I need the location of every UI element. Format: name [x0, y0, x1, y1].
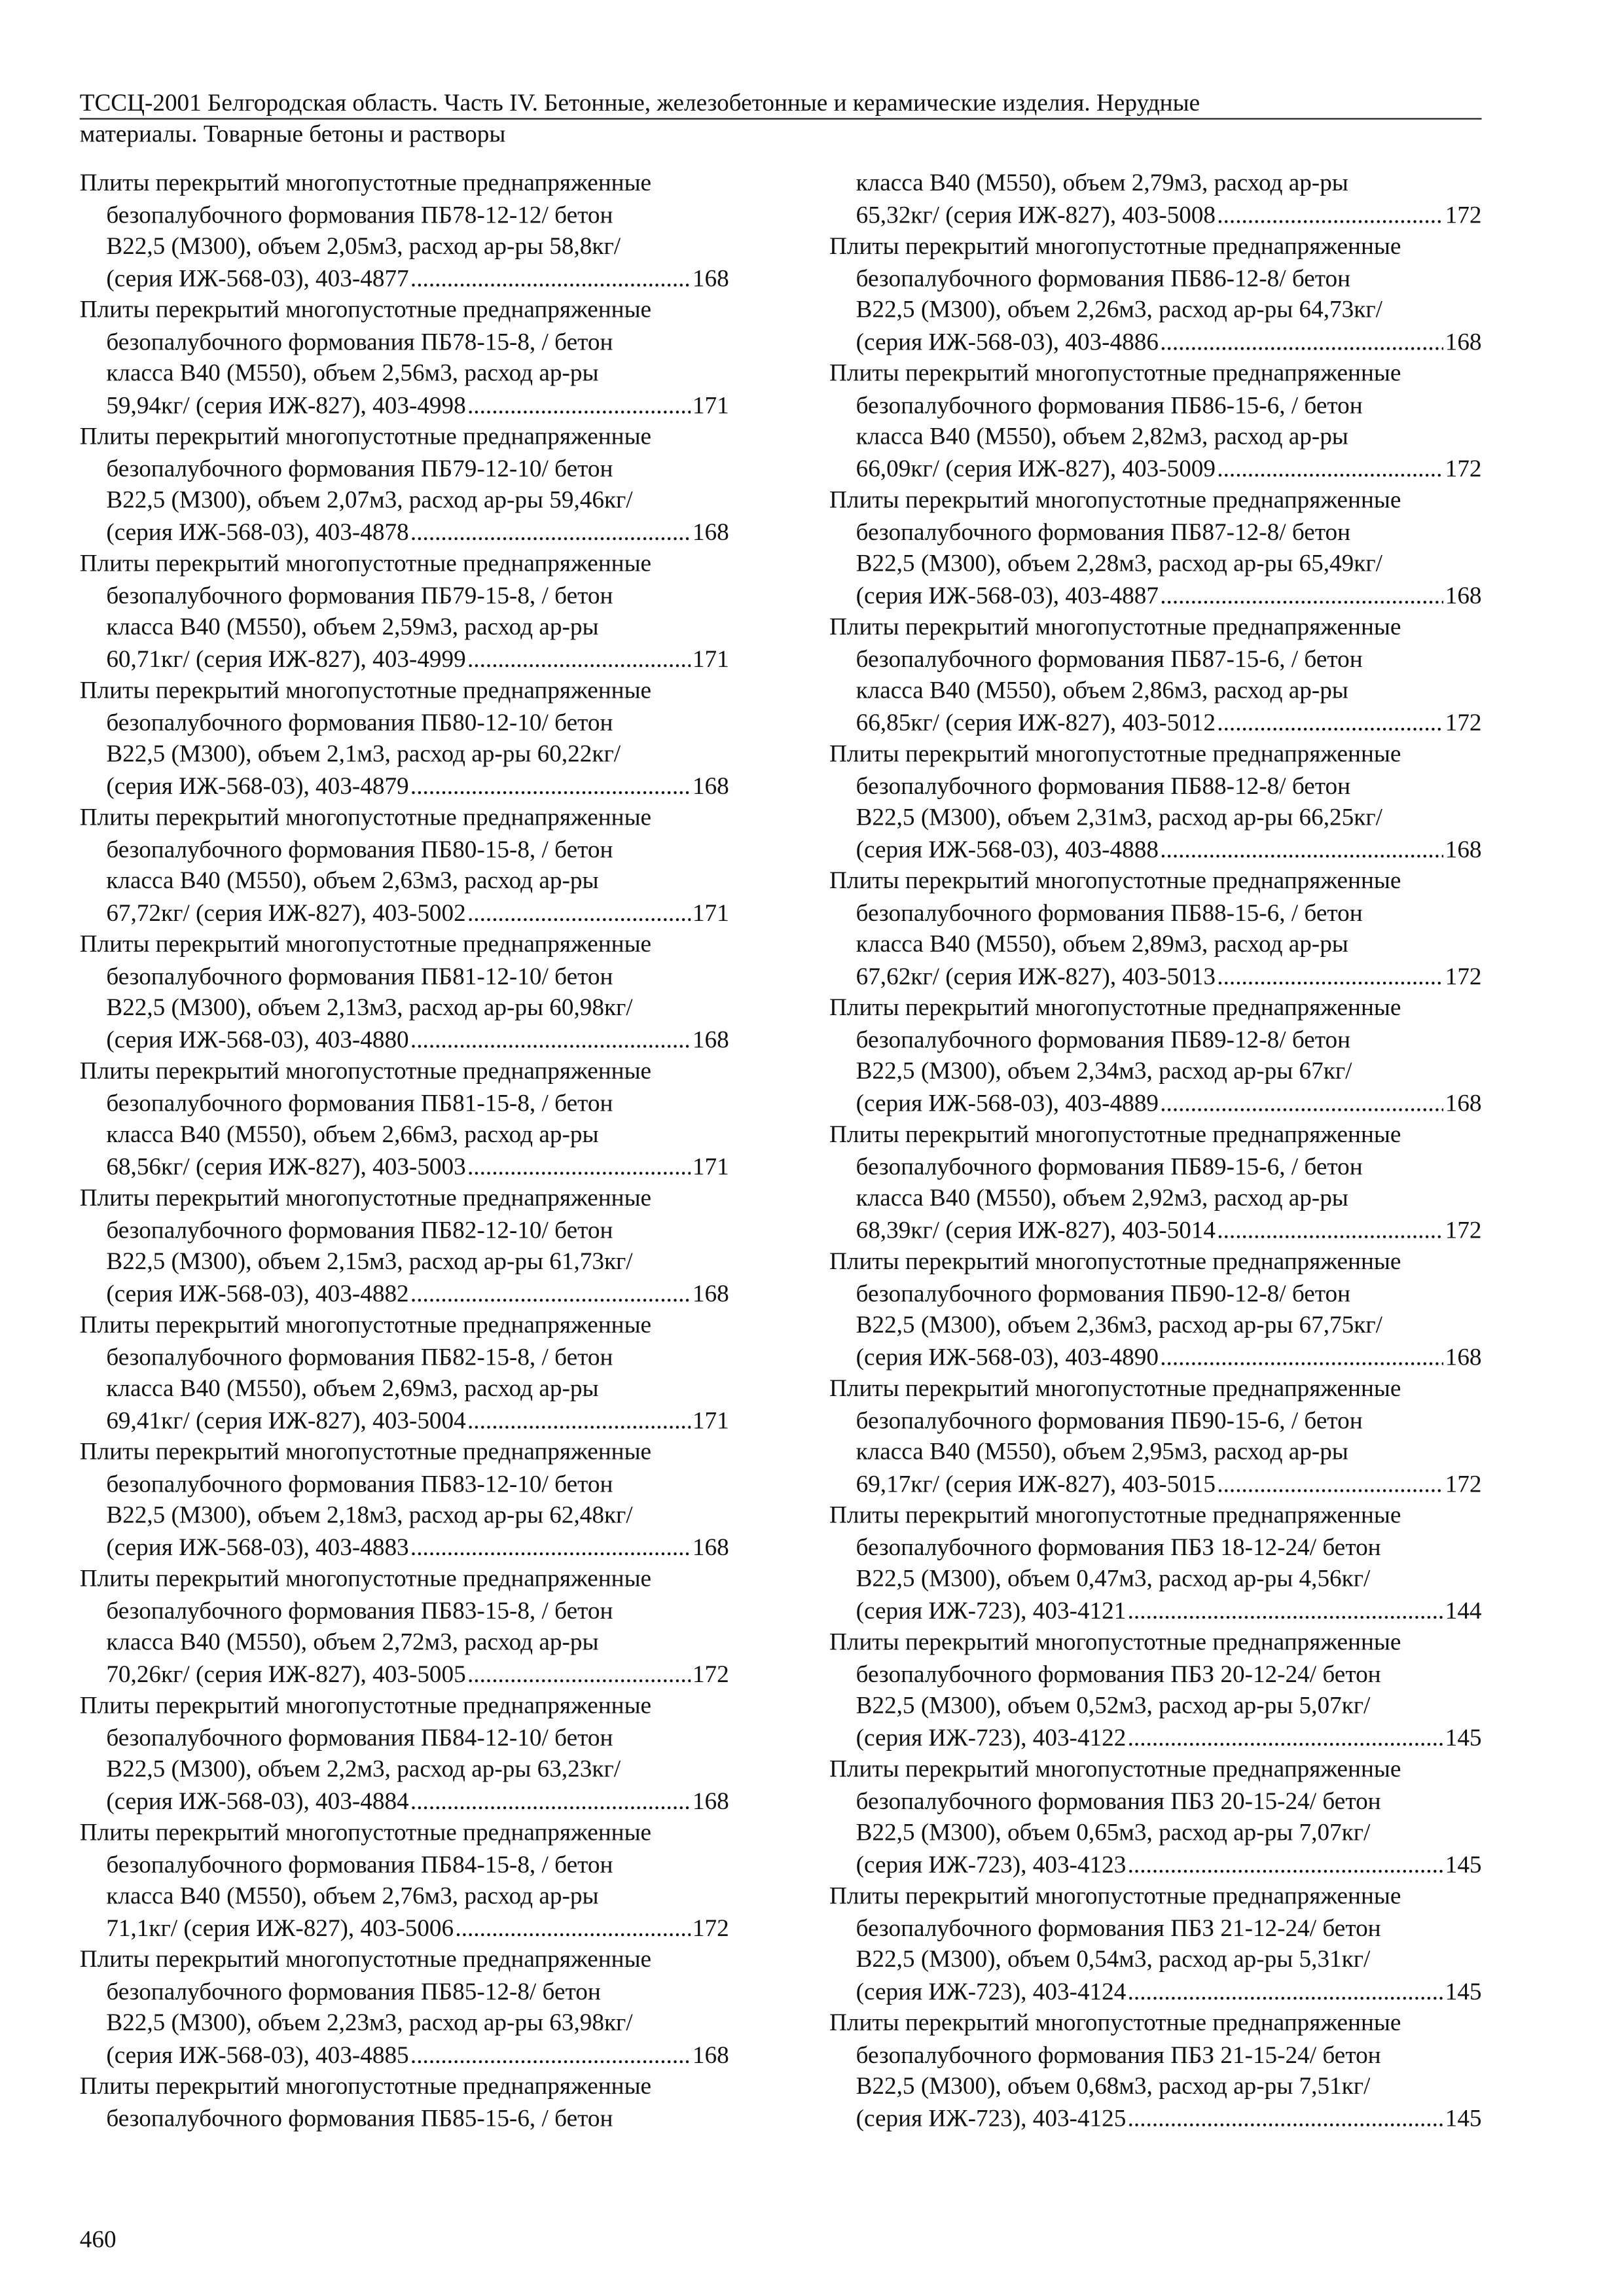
entry-text-line: Плиты перекрытий многопустотные преднапряженные [79, 1437, 652, 1465]
entry-text-line: класса В40 (М550), объем 2,66м3, расход ар-ры [106, 1120, 599, 1149]
entry-text-line: Плиты перекрытий многопустотные преднапряженные [79, 2072, 652, 2100]
entry-text-line: Плиты перекрытий многопустотные преднапряженные [829, 1627, 1401, 1656]
entry-text-line: безопалубочного формования ПБ84-12-10/ бетон [106, 1723, 613, 1751]
entry-page-number: 168 [692, 1532, 729, 1561]
entry-last-line [829, 452, 1481, 484]
entry-text-line: безопалубочного формования ПБ81-15-8, / бетон [106, 1088, 613, 1117]
index-entry [829, 1372, 1481, 1499]
entry-text-line: безопалубочного формования ПБ86-12-8/ бетон [856, 263, 1351, 292]
index-entry [829, 611, 1481, 738]
dot-leader [1160, 1086, 1443, 1118]
dot-leader [467, 1658, 691, 1689]
entry-text-line: безопалубочного формования ПБ82-12-10/ бетон [106, 1215, 613, 1244]
dot-leader [410, 1277, 691, 1308]
entry-text-line: В22,5 (М300), объем 2,36м3, расход ар-ры 67,75кг/ [856, 1310, 1382, 1338]
entry-text: (серия ИЖ-568-03), 403-4887 [856, 581, 1159, 609]
entry-page-number: 145 [1445, 2103, 1482, 2132]
entry-text: (серия ИЖ-568-03), 403-4886 [856, 327, 1159, 355]
entry-text-line: Плиты перекрытий многопустотные преднапряженные [829, 1247, 1401, 1275]
dot-leader [467, 389, 691, 420]
entry-text-line: безопалубочного формования ПБ86-15-6, / бетон [856, 390, 1363, 419]
entry-text: 70,26кг/ (серия ИЖ-827), 403-5005 [106, 1659, 466, 1688]
entry-page-number: 172 [692, 1912, 729, 1941]
entry-last-line [829, 706, 1481, 738]
dot-leader [1128, 1721, 1444, 1753]
entry-page-number: 168 [692, 517, 729, 546]
entry-text-line: класса В40 (М550), объем 2,63м3, расход ар-ры [106, 866, 599, 895]
entry-text-line: В22,5 (М300), объем 2,18м3, расход ар-ры 62,48кг/ [106, 1500, 633, 1529]
index-entry [829, 484, 1481, 611]
entry-last-line [80, 897, 729, 928]
entry-page-number: 168 [692, 263, 729, 292]
entry-text-line: безопалубочного формования ПБ89-12-8/ бетон [856, 1024, 1351, 1053]
entry-text-line: безопалубочного формования ПБЗ 20-12-24/ бетон [856, 1659, 1381, 1688]
dot-leader [467, 643, 691, 674]
entry-text-line: Плиты перекрытий многопустотные преднапряженные [79, 1945, 652, 1973]
entry-page-number: 144 [1445, 1596, 1482, 1624]
index-entry [829, 738, 1481, 865]
entry-page-number: 171 [692, 1405, 729, 1434]
entry-last-line [829, 1086, 1481, 1118]
entry-text-line: безопалубочного формования ПБЗ 20-15-24/ бетон [856, 1786, 1381, 1814]
entry-text-line: В22,5 (М300), объем 2,1м3, расход ар-ры 60,22кг/ [106, 739, 621, 768]
index-entry [80, 1436, 729, 1563]
entry-text: 71,1кг/ (серия ИЖ-827), 403-5006 [106, 1912, 454, 1941]
entry-page-number: 171 [692, 390, 729, 419]
entry-page-number: 168 [1445, 1342, 1482, 1371]
dot-leader [410, 1531, 691, 1562]
dot-leader [1217, 706, 1443, 738]
entry-text: 66,09кг/ (серия ИЖ-827), 403-5009 [856, 454, 1216, 482]
dot-leader [1128, 1975, 1444, 2007]
entry-text-line: В22,5 (М300), объем 0,68м3, расход ар-ры 7,51кг/ [856, 2072, 1371, 2100]
dot-leader [1160, 1340, 1443, 1372]
entry-page-number: 168 [692, 1024, 729, 1053]
index-entry [829, 167, 1481, 230]
entry-last-line [829, 1975, 1481, 2007]
entry-text: 60,71кг/ (серия ИЖ-827), 403-4999 [106, 644, 466, 672]
entry-text-line: безопалубочного формования ПБ84-15-8, / бетон [106, 1850, 613, 1878]
entry-page-number: 168 [1445, 327, 1482, 355]
entry-page-number: 168 [692, 770, 729, 799]
entry-text: (серия ИЖ-568-03), 403-4882 [106, 1278, 409, 1307]
dot-leader [1160, 833, 1443, 865]
entry-text-line: безопалубочного формования ПБ85-15-6, / бетон [106, 2103, 613, 2132]
entry-last-line [829, 960, 1481, 992]
entry-last-line [829, 1340, 1481, 1372]
entry-text-line: В22,5 (М300), объем 0,47м3, расход ар-ры 4,56кг/ [856, 1564, 1371, 1592]
entry-text-line: безопалубочного формования ПБ90-15-6, / бетон [856, 1405, 1363, 1434]
index-entry [829, 865, 1481, 992]
entry-text-line: Плиты перекрытий многопустотные преднапряженные [829, 1754, 1401, 1783]
dot-leader [455, 1912, 691, 1943]
entry-text-line: безопалубочного формования ПБ79-15-8, / бетон [106, 581, 613, 609]
running-header [80, 88, 1482, 147]
index-entry [80, 294, 729, 421]
entry-text-line: класса В40 (М550), объем 2,89м3, расход ар-ры [856, 929, 1348, 958]
entry-page-number: 172 [1445, 708, 1482, 736]
entry-text-line: безопалубочного формования ПБ89-15-6, / бетон [856, 1151, 1363, 1180]
entry-last-line [80, 389, 729, 420]
dot-leader [410, 516, 691, 547]
entry-last-line [829, 1213, 1481, 1245]
entry-last-line [829, 833, 1481, 865]
entry-text: (серия ИЖ-723), 403-4124 [856, 1976, 1127, 2005]
entry-text: 69,17кг/ (серия ИЖ-827), 403-5015 [856, 1469, 1216, 1498]
entry-text: (серия ИЖ-568-03), 403-4878 [106, 517, 409, 546]
entry-text-line: Плиты перекрытий многопустотные преднапряженные [829, 1373, 1401, 1402]
index-entry [829, 1626, 1481, 1753]
dot-leader [1128, 2102, 1444, 2134]
entry-text-line: безопалубочного формования ПБ90-12-8/ бетон [856, 1278, 1351, 1307]
entry-last-line [80, 1785, 729, 1816]
entry-text-line: Плиты перекрытий многопустотные преднапряженные [829, 1881, 1401, 1910]
entry-text-line: безопалубочного формования ПБ88-12-8/ бетон [856, 770, 1351, 799]
index-entry [80, 928, 729, 1055]
entry-text-line: В22,5 (М300), объем 2,28м3, расход ар-ры 65,49кг/ [856, 548, 1382, 577]
entry-last-line [80, 1658, 729, 1689]
entry-last-line [80, 1277, 729, 1308]
entry-text-line: В22,5 (М300), объем 2,34м3, расход ар-ры 67кг/ [856, 1056, 1352, 1085]
entry-page-number: 171 [692, 1151, 729, 1180]
entry-text-line: Плиты перекрытий многопустотные преднапряженные [829, 1500, 1401, 1529]
dot-leader [410, 1785, 691, 1816]
entry-text: (серия ИЖ-568-03), 403-4885 [106, 2039, 409, 2068]
entry-text-line: класса В40 (М550), объем 2,86м3, расход ар-ры [856, 675, 1348, 704]
index-entry [829, 992, 1481, 1119]
entry-text-line: класса В40 (М550), объем 2,76м3, расход ар-ры [106, 1881, 599, 1910]
entry-text-line: Плиты перекрытий многопустотные преднапряженные [79, 1056, 652, 1085]
entry-last-line [829, 1594, 1481, 1626]
entry-text: (серия ИЖ-568-03), 403-4888 [856, 834, 1159, 863]
entry-text-line: безопалубочного формования ПБ81-12-10/ бетон [106, 961, 613, 990]
entry-text: (серия ИЖ-568-03), 403-4890 [856, 1342, 1159, 1371]
index-entry [80, 1689, 729, 1816]
entry-last-line [80, 1531, 729, 1562]
index-entry [829, 1880, 1481, 2007]
entry-text: (серия ИЖ-568-03), 403-4879 [106, 770, 409, 799]
entry-text-line: класса В40 (М550), объем 2,82м3, расход ар-ры [856, 422, 1348, 450]
entry-text-line: В22,5 (М300), объем 2,31м3, расход ар-ры 66,25кг/ [856, 802, 1382, 831]
entry-text-line: Плиты перекрытий многопустотные преднапряженные [829, 612, 1401, 641]
index-entry [80, 1563, 729, 1690]
entry-page-number: 168 [692, 1278, 729, 1307]
entry-text-line: Плиты перекрытий многопустотные преднапряженные [79, 1691, 652, 1719]
entry-text: 69,41кг/ (серия ИЖ-827), 403-5004 [106, 1405, 466, 1434]
entry-page-number: 172 [1445, 454, 1482, 482]
entry-page-number: 172 [1445, 200, 1482, 228]
dot-leader [1217, 1213, 1443, 1245]
entry-text-line: Плиты перекрытий многопустотные преднапряженные [79, 295, 652, 323]
index-entry [829, 1119, 1481, 1246]
dot-leader [410, 770, 691, 801]
entry-page-number: 168 [692, 2039, 729, 2068]
entry-page-number: 171 [692, 644, 729, 672]
entry-text-line: В22,5 (М300), объем 0,52м3, расход ар-ры 5,07кг/ [856, 1691, 1371, 1719]
entry-page-number: 172 [1445, 1215, 1482, 1244]
entry-page-number: 145 [1445, 1723, 1482, 1751]
entry-text: (серия ИЖ-568-03), 403-4880 [106, 1024, 409, 1053]
entry-text: (серия ИЖ-723), 403-4125 [856, 2103, 1127, 2132]
dot-leader [467, 897, 691, 928]
entry-text-line: Плиты перекрытий многопустотные преднапряженные [829, 485, 1401, 514]
entry-text-line: безопалубочного формования ПБ79-12-10/ бетон [106, 454, 613, 482]
entry-last-line [80, 1404, 729, 1435]
entry-text-line: Плиты перекрытий многопустотные преднапряженные [79, 548, 652, 577]
entry-page-number: 168 [1445, 834, 1482, 863]
entry-last-line [80, 1150, 729, 1181]
entry-text-line: В22,5 (М300), объем 2,2м3, расход ар-ры 63,23кг/ [106, 1754, 621, 1783]
entry-text: (серия ИЖ-568-03), 403-4883 [106, 1532, 409, 1561]
entry-text-line: Плиты перекрытий многопустотные преднапряженные [79, 1310, 652, 1338]
entry-text-line: безопалубочного формования ПБ78-15-8, / бетон [106, 327, 613, 355]
entry-last-line [829, 1848, 1481, 1880]
entry-text: 65,32кг/ (серия ИЖ-827), 403-5008 [856, 200, 1216, 228]
page-number: 460 [79, 2225, 117, 2253]
entry-last-line [80, 1912, 729, 1943]
dot-leader [1128, 1594, 1444, 1626]
entry-text-line: Плиты перекрытий многопустотные преднапряженные [829, 993, 1401, 1022]
entry-page-number: 172 [692, 1659, 729, 1688]
entry-text-line: класса В40 (М550), объем 2,92м3, расход ар-ры [856, 1183, 1348, 1211]
entry-text-line: безопалубочного формования ПБ83-12-10/ бетон [106, 1469, 613, 1498]
entry-text: 67,72кг/ (серия ИЖ-827), 403-5002 [106, 897, 466, 926]
entry-text-line: безопалубочного формования ПБ87-15-6, / бетон [856, 644, 1363, 672]
dot-leader [1217, 198, 1443, 230]
entry-last-line [80, 262, 729, 293]
index-column-right [829, 167, 1481, 2134]
entry-text-line: безопалубочного формования ПБ82-15-8, / бетон [106, 1342, 613, 1371]
entry-last-line [80, 1023, 729, 1054]
entry-text: 68,39кг/ (серия ИЖ-827), 403-5014 [856, 1215, 1216, 1244]
entry-text-line: Плиты перекрытий многопустотные преднапряженные [79, 802, 652, 831]
entry-text-line: В22,5 (М300), объем 0,65м3, расход ар-ры 7,07кг/ [856, 1818, 1371, 1846]
index-entry [829, 2007, 1481, 2134]
entry-last-line [80, 643, 729, 674]
entry-text-line: Плиты перекрытий многопустотные преднапряженные [79, 422, 652, 450]
dot-leader [410, 1023, 691, 1054]
entry-text-line: В22,5 (М300), объем 2,13м3, расход ар-ры 60,98кг/ [106, 993, 633, 1022]
entry-page-number: 168 [1445, 581, 1482, 609]
entry-text-line: безопалубочного формования ПБ88-15-6, / бетон [856, 897, 1363, 926]
entry-text-line: Плиты перекрытий многопустотные преднапряженные [79, 1564, 652, 1592]
index-entry [80, 1055, 729, 1182]
dot-leader [1217, 960, 1443, 992]
index-entry [80, 801, 729, 928]
entry-text-line: безопалубочного формования ПБ80-12-10/ бетон [106, 708, 613, 736]
index-entry [80, 1182, 729, 1309]
index-entry [80, 1943, 729, 2070]
dot-leader [1128, 1848, 1444, 1880]
entry-page-number: 172 [1445, 961, 1482, 990]
dot-leader [467, 1150, 691, 1181]
entry-text-line: безопалубочного формования ПБ87-12-8/ бетон [856, 517, 1351, 546]
entry-text-line: Плиты перекрытий многопустотные преднапряженные [829, 866, 1401, 895]
entry-page-number: 145 [1445, 1976, 1482, 2005]
index-entry [829, 1499, 1481, 1626]
index-entry [829, 230, 1481, 357]
entry-last-line [829, 1467, 1481, 1499]
entry-text-line: Плиты перекрытий многопустотные преднапряженные [79, 1183, 652, 1211]
entry-text-line: В22,5 (М300), объем 2,05м3, расход ар-ры 58,8кг/ [106, 231, 621, 260]
dot-leader [410, 262, 691, 293]
index-entry [829, 1753, 1481, 1880]
entry-text-line: безопалубочного формования ПБЗ 21-12-24/ бетон [856, 1912, 1381, 1941]
entry-text: (серия ИЖ-723), 403-4123 [856, 1850, 1127, 1878]
entry-text: 66,85кг/ (серия ИЖ-827), 403-5012 [856, 708, 1216, 736]
entry-text: 59,94кг/ (серия ИЖ-827), 403-4998 [106, 390, 466, 419]
entry-last-line [80, 516, 729, 547]
dot-leader [1217, 452, 1443, 484]
entry-text-line: класса В40 (М550), объем 2,56м3, расход ар-ры [106, 358, 599, 387]
entry-text-line: класса В40 (М550), объем 2,72м3, расход ар-ры [106, 1627, 599, 1656]
entry-last-line [829, 198, 1481, 230]
entry-text-line: Плиты перекрытий многопустотные преднапряженные [829, 1120, 1401, 1149]
entry-text-line: Плиты перекрытий многопустотные преднапряженные [829, 231, 1401, 260]
dot-leader [1217, 1467, 1443, 1499]
entry-text-line: безопалубочного формования ПБЗ 18-12-24/ бетон [856, 1532, 1381, 1561]
index-entry [80, 2070, 729, 2134]
entry-text-line: безопалубочного формования ПБЗ 21-15-24/ бетон [856, 2039, 1381, 2068]
entry-text-line: Плиты перекрытий многопустотные преднапряженные [79, 168, 652, 196]
entry-last-line [829, 325, 1481, 357]
entry-text: (серия ИЖ-723), 403-4121 [856, 1596, 1127, 1624]
entry-text-line: класса В40 (М550), объем 2,95м3, расход ар-ры [856, 1437, 1348, 1465]
entry-text-line: Плиты перекрытий многопустотные преднапряженные [829, 739, 1401, 768]
entry-text-line: Плиты перекрытий многопустотные преднапряженные [79, 675, 652, 704]
entry-page-number: 168 [1445, 1088, 1482, 1117]
entry-text: (серия ИЖ-568-03), 403-4884 [106, 1786, 409, 1814]
entry-page-number: 171 [692, 897, 729, 926]
entry-text-line: класса В40 (М550), объем 2,69м3, расход ар-ры [106, 1373, 599, 1402]
dot-leader [467, 1404, 691, 1435]
entry-text-line: безопалубочного формования ПБ80-15-8, / бетон [106, 834, 613, 863]
dot-leader [1160, 325, 1443, 357]
entry-text-line: Плиты перекрытий многопустотные преднапряженные [829, 358, 1401, 387]
entry-text-line: безопалубочного формования ПБ83-15-8, / бетон [106, 1596, 613, 1624]
dot-leader [1160, 579, 1443, 611]
dot-leader [410, 2039, 691, 2070]
entry-text-line: безопалубочного формования ПБ78-12-12/ бетон [106, 200, 613, 228]
entry-text: (серия ИЖ-568-03), 403-4889 [856, 1088, 1159, 1117]
index-entry [829, 1246, 1481, 1372]
index-entry [80, 674, 729, 801]
entry-text-line: В22,5 (М300), объем 2,07м3, расход ар-ры 59,46кг/ [106, 485, 633, 514]
entry-last-line [829, 2102, 1481, 2134]
entry-text-line: Плиты перекрытий многопустотные преднапряженные [829, 2008, 1401, 2037]
index-entry [80, 167, 729, 294]
entry-page-number: 145 [1445, 1850, 1482, 1878]
entry-last-line [80, 770, 729, 801]
header-title-line2: материалы. Товарные бетоны и растворы [79, 119, 506, 148]
entry-text-line: Плиты перекрытий многопустотные преднапряженные [79, 1818, 652, 1846]
entry-text: (серия ИЖ-568-03), 403-4877 [106, 263, 409, 292]
index-entry [80, 421, 729, 548]
entry-text-line: В22,5 (М300), объем 2,26м3, расход ар-ры 64,73кг/ [856, 295, 1382, 323]
entry-last-line [829, 579, 1481, 611]
index-entry [80, 1309, 729, 1436]
entry-text-line: Плиты перекрытий многопустотные преднапряженные [79, 929, 652, 958]
index-column-left [80, 167, 729, 2134]
entry-last-line [829, 1721, 1481, 1753]
entry-text-line: В22,5 (М300), объем 2,23м3, расход ар-ры 63,98кг/ [106, 2008, 633, 2037]
index-entry [80, 1816, 729, 1943]
entry-text: 68,56кг/ (серия ИЖ-827), 403-5003 [106, 1151, 466, 1180]
index-entry [829, 357, 1481, 484]
entry-text-line: класса В40 (М550), объем 2,79м3, расход ар-ры [856, 168, 1348, 196]
entry-text-line: безопалубочного формования ПБ85-12-8/ бетон [106, 1976, 601, 2005]
entry-last-line [80, 2039, 729, 2070]
entry-text-line: В22,5 (М300), объем 0,54м3, расход ар-ры 5,31кг/ [856, 1945, 1371, 1973]
entry-text: 67,62кг/ (серия ИЖ-827), 403-5013 [856, 961, 1216, 990]
entry-text: (серия ИЖ-723), 403-4122 [856, 1723, 1127, 1751]
header-title-line1: ТССЦ-2001 Белгородская область. Часть IV. Бетонные, железобетонные и керамические изделия. Нерудные [80, 88, 1482, 119]
entry-text-line: В22,5 (М300), объем 2,15м3, расход ар-ры 61,73кг/ [106, 1247, 633, 1275]
entry-page-number: 172 [1445, 1469, 1482, 1498]
index-entry [80, 547, 729, 674]
entry-page-number: 168 [692, 1786, 729, 1814]
entry-text-line: класса В40 (М550), объем 2,59м3, расход ар-ры [106, 612, 599, 641]
